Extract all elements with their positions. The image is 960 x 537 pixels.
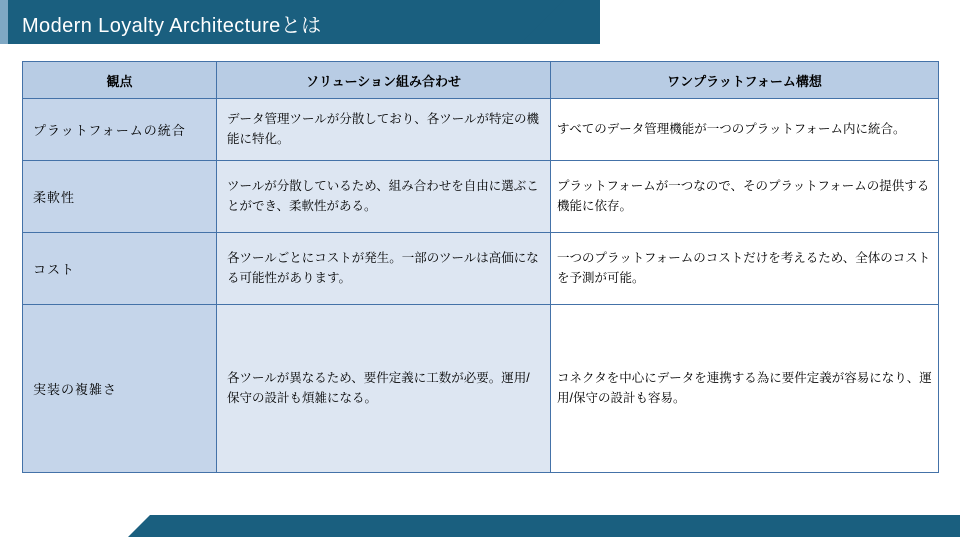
cell-solution: データ管理ツールが分散しており、各ツールが特定の機能に特化。 [217,99,551,161]
comparison-table [22,61,939,473]
footer-band-corner [128,515,150,537]
comparison-table-wrapper [22,61,938,473]
column-header-aspect: 観点 [23,62,217,99]
table-row [23,99,939,161]
cell-aspect: プラットフォームの統合 [23,99,217,161]
cell-oneplatform: コネクタを中心にデータを連携する為に要件定義が容易になり、運用/保守の設計も容易。 [551,305,939,473]
table-row [23,233,939,305]
cell-aspect: 柔軟性 [23,161,217,233]
table-row [23,305,939,473]
cell-solution: ツールが分散しているため、組み合わせを自由に選ぶことができ、柔軟性がある。 [217,161,551,233]
cell-oneplatform: 一つのプラットフォームのコストだけを考えるため、全体のコストを予測が可能。 [551,233,939,305]
footer-band [150,515,960,537]
cell-solution: 各ツールが異なるため、要件定義に工数が必要。運用/保守の設計も煩雑になる。 [217,305,551,473]
column-header-oneplatform: ワンプラットフォーム構想 [551,62,939,99]
cell-oneplatform: プラットフォームが一つなので、そのプラットフォームの提供する機能に依存。 [551,161,939,233]
cell-solution: 各ツールごとにコストが発生。一部のツールは高価になる可能性があります。 [217,233,551,305]
page-title: Modern Loyalty Architectureとは [22,15,322,37]
table-row [23,161,939,233]
cell-aspect: 実装の複雑さ [23,305,217,473]
table-header-row [23,62,939,99]
header-band-corner [520,0,564,44]
cell-oneplatform: すべてのデータ管理機能が一つのプラットフォーム内に統合。 [551,99,939,161]
column-header-solution: ソリューション組み合わせ [217,62,551,99]
cell-aspect: コスト [23,233,217,305]
header-accent-bar [0,0,8,44]
